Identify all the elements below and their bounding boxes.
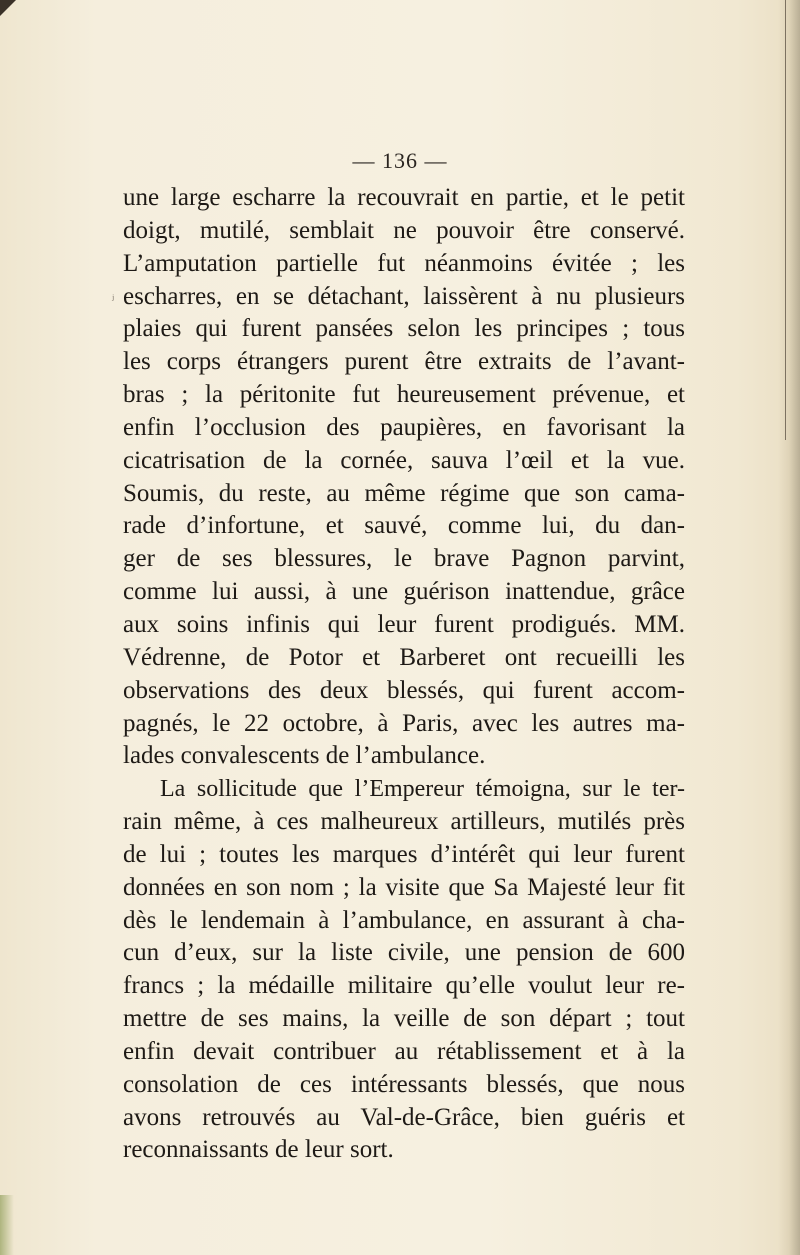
text-line: rade d’infortune, et sauvé, comme lui, du dan-	[123, 512, 685, 540]
page-corner-stain	[0, 1195, 14, 1255]
text-line: avons retrouvés au Val-de-Grâce, bien guéris et	[123, 1103, 685, 1131]
page-number: — 136 —	[352, 148, 448, 173]
text-line: ger de ses blessures, le brave Pagnon parvint,	[123, 545, 685, 573]
text-line: aux soins infinis qui leur furent prodigués. MM.	[123, 610, 685, 638]
body-text	[123, 182, 685, 1167]
text-line: escharres, en se détachant, laissèrent à nu plusieurs	[123, 282, 685, 310]
text-line: doigt, mutilé, semblait ne pouvoir être conservé.	[123, 216, 685, 244]
text-line: Védrenne, de Potor et Barberet ont recueilli les	[123, 643, 685, 671]
text-line: observations des deux blessés, qui furent accom-	[123, 676, 685, 704]
text-line: une large escharre la recouvrait en partie, et le petit	[123, 184, 685, 211]
text-line: rain même, à ces malheureux artilleurs, mutilés près	[123, 808, 685, 836]
text-line: mettre de ses mains, la veille de son départ ; tout	[123, 1005, 685, 1033]
text-line: lades convalescents de l’ambulance.	[123, 742, 486, 770]
text-line: pagnés, le 22 octobre, à Paris, avec les autres ma-	[123, 709, 685, 737]
text-line: plaies qui furent pansées selon les principes ; tous	[123, 315, 685, 343]
page-corner-fold	[0, 0, 16, 16]
text-line: cun d’eux, sur la liste civile, une pension de 600	[123, 939, 685, 967]
text-line: L’amputation partielle fut néanmoins évitée ; les	[123, 249, 685, 277]
text-line: francs ; la médaille militaire qu’elle voulut leur re-	[123, 972, 685, 1000]
text-line: consolation de ces intéressants blessés, que nous	[123, 1070, 685, 1098]
text-line: de lui ; toutes les marques d’intérêt qui leur furent	[123, 840, 685, 868]
text-line: enfin l’occlusion des paupières, en favorisant la	[123, 413, 685, 441]
page-edge-line	[785, 0, 786, 440]
text-line: dès le lendemain à l’ambulance, en assurant à cha-	[123, 906, 685, 934]
margin-mark: ʲ	[112, 292, 114, 306]
text-line: comme lui aussi, à une guérison inattendue, grâce	[123, 578, 685, 606]
text-line: les corps étrangers purent être extraits de l’avant-	[123, 348, 685, 376]
text-line: reconnaissants de leur sort.	[123, 1136, 394, 1164]
text-line: données en son nom ; la visite que Sa Majesté leur fit	[123, 873, 685, 901]
text-line: Soumis, du reste, au même régime que son cama-	[123, 479, 685, 507]
text-line: enfin devait contribuer au rétablissement et à la	[123, 1037, 685, 1065]
page-edge-shadow	[778, 0, 800, 1255]
text-line: cicatrisation de la cornée, sauva l’œil et la vue.	[123, 446, 685, 474]
text-line: bras ; la péritonite fut heureusement prévenue, et	[123, 381, 685, 409]
text-line-paragraph-start: La sollicitude que l’Empereur témoigna, sur le ter-	[160, 776, 685, 803]
